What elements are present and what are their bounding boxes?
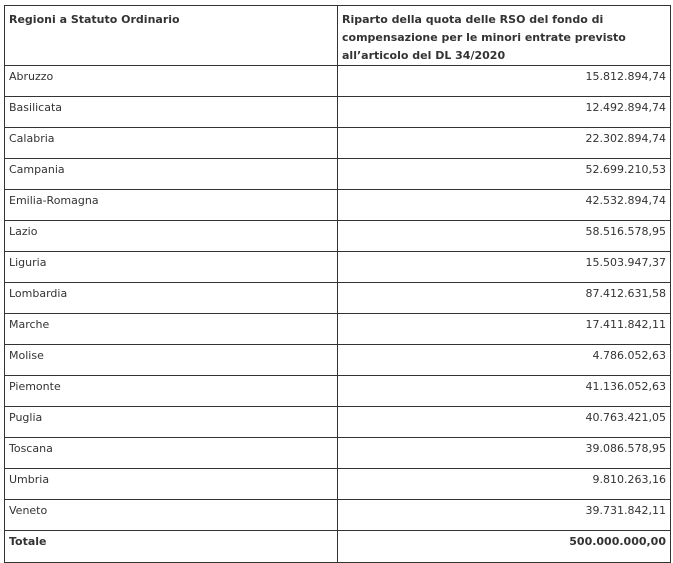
total-value: 500.000.000,00 bbox=[338, 531, 671, 563]
region-cell: Basilicata bbox=[5, 97, 338, 128]
table-row bbox=[5, 376, 671, 407]
table-row bbox=[5, 190, 671, 221]
allocation-cell: 15.812.894,74 bbox=[338, 66, 671, 97]
allocation-cell: 39.086.578,95 bbox=[338, 438, 671, 469]
region-cell: Umbria bbox=[5, 469, 338, 500]
region-cell: Lombardia bbox=[5, 283, 338, 314]
region-cell: Liguria bbox=[5, 252, 338, 283]
allocation-cell: 41.136.052,63 bbox=[338, 376, 671, 407]
table-row bbox=[5, 97, 671, 128]
region-cell: Toscana bbox=[5, 438, 338, 469]
region-cell: Campania bbox=[5, 159, 338, 190]
header-region: Regioni a Statuto Ordinario bbox=[5, 6, 338, 66]
table-row bbox=[5, 345, 671, 376]
region-cell: Piemonte bbox=[5, 376, 338, 407]
table-row bbox=[5, 438, 671, 469]
allocation-cell: 17.411.842,11 bbox=[338, 314, 671, 345]
table-row bbox=[5, 66, 671, 97]
allocation-cell: 58.516.578,95 bbox=[338, 221, 671, 252]
allocation-cell: 42.532.894,74 bbox=[338, 190, 671, 221]
total-row bbox=[5, 531, 671, 563]
allocation-cell: 12.492.894,74 bbox=[338, 97, 671, 128]
allocation-table bbox=[4, 5, 671, 563]
table-row bbox=[5, 283, 671, 314]
region-cell: Calabria bbox=[5, 128, 338, 159]
total-label: Totale bbox=[5, 531, 338, 563]
region-cell: Emilia-Romagna bbox=[5, 190, 338, 221]
region-cell: Veneto bbox=[5, 500, 338, 531]
allocation-cell: 22.302.894,74 bbox=[338, 128, 671, 159]
header-allocation: Riparto della quota delle RSO del fondo di compensazione per le minori entrate previsto all’articolo del DL 34/2020 bbox=[338, 6, 671, 66]
table-row bbox=[5, 314, 671, 345]
table-row bbox=[5, 500, 671, 531]
table-row bbox=[5, 407, 671, 438]
table-row bbox=[5, 221, 671, 252]
allocation-cell: 39.731.842,11 bbox=[338, 500, 671, 531]
table-header-row bbox=[5, 6, 671, 66]
region-cell: Abruzzo bbox=[5, 66, 338, 97]
allocation-cell: 9.810.263,16 bbox=[338, 469, 671, 500]
allocation-cell: 40.763.421,05 bbox=[338, 407, 671, 438]
region-cell: Lazio bbox=[5, 221, 338, 252]
allocation-cell: 87.412.631,58 bbox=[338, 283, 671, 314]
allocation-cell: 52.699.210,53 bbox=[338, 159, 671, 190]
region-cell: Marche bbox=[5, 314, 338, 345]
region-cell: Puglia bbox=[5, 407, 338, 438]
table-row bbox=[5, 252, 671, 283]
region-cell: Molise bbox=[5, 345, 338, 376]
table-row bbox=[5, 159, 671, 190]
table-row bbox=[5, 469, 671, 500]
allocation-cell: 4.786.052,63 bbox=[338, 345, 671, 376]
table-row bbox=[5, 128, 671, 159]
allocation-cell: 15.503.947,37 bbox=[338, 252, 671, 283]
